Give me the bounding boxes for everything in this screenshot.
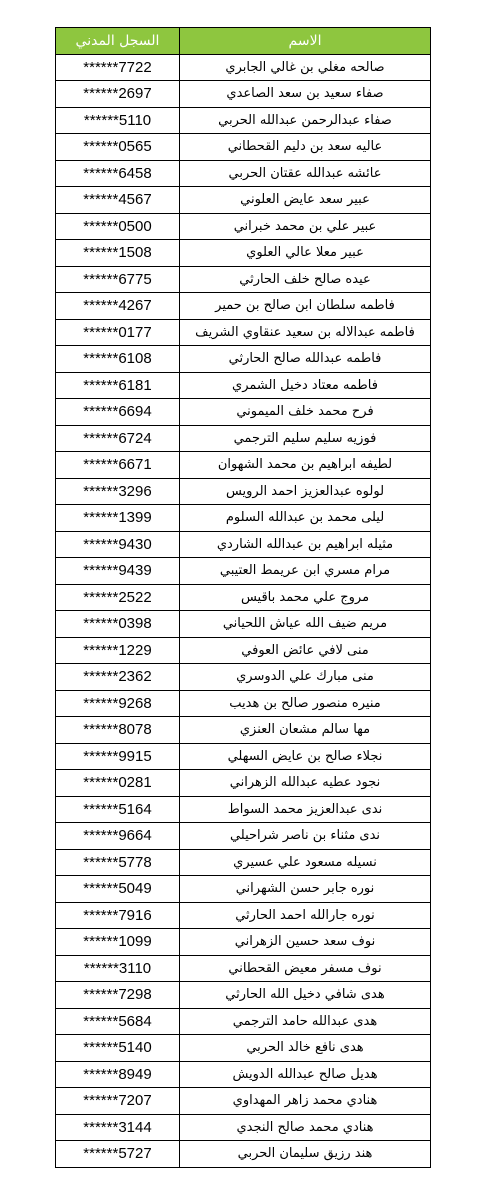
civil-id-cell: ******1229	[56, 637, 180, 664]
name-cell: لولوه عبدالعزيز احمد الرويس	[180, 478, 431, 505]
table-row	[56, 81, 431, 108]
table-row	[56, 584, 431, 611]
table-row	[56, 1114, 431, 1141]
name-cell: هدى عبدالله حامد الترجمي	[180, 1008, 431, 1035]
table-row	[56, 293, 431, 320]
table-row	[56, 743, 431, 770]
table-row	[56, 717, 431, 744]
name-cell: منى لافي عائض العوفي	[180, 637, 431, 664]
table-row	[56, 770, 431, 797]
civil-id-cell: ******4267	[56, 293, 180, 320]
table-row	[56, 902, 431, 929]
table-row	[56, 531, 431, 558]
name-cell: فاطمه معتاد دخيل الشمري	[180, 372, 431, 399]
table-row	[56, 876, 431, 903]
table-row	[56, 134, 431, 161]
name-cell: عبير معلا عالي العلوي	[180, 240, 431, 267]
name-cell: صفاء سعيد بن سعد الصاعدي	[180, 81, 431, 108]
table-row	[56, 1008, 431, 1035]
table-row	[56, 266, 431, 293]
table-row	[56, 425, 431, 452]
civil-id-cell: ******1508	[56, 240, 180, 267]
name-cell: عبير سعد عايض العلوني	[180, 187, 431, 214]
name-cell: فاطمه سلطان ابن صالح بن حمير	[180, 293, 431, 320]
name-cell: مريم ضيف الله عياش اللحياني	[180, 611, 431, 638]
records-table	[55, 27, 431, 1168]
civil-id-cell: ******0177	[56, 319, 180, 346]
name-cell: لطيفه ابراهيم بن محمد الشهوان	[180, 452, 431, 479]
civil-id-cell: ******9664	[56, 823, 180, 850]
table-row	[56, 929, 431, 956]
name-cell: هند رزيق سليمان الحربي	[180, 1141, 431, 1168]
name-cell: مروج علي محمد باقيس	[180, 584, 431, 611]
civil-id-cell: ******6694	[56, 399, 180, 426]
table-row	[56, 637, 431, 664]
civil-id-cell: ******9439	[56, 558, 180, 585]
name-cell: عبير علي بن محمد خبراني	[180, 213, 431, 240]
records-sheet	[55, 27, 430, 1168]
name-cell: فاطمه عبدالله صالح الحارثي	[180, 346, 431, 373]
civil-id-cell: ******7298	[56, 982, 180, 1009]
table-row	[56, 690, 431, 717]
table-row	[56, 372, 431, 399]
table-row	[56, 240, 431, 267]
table-row	[56, 1088, 431, 1115]
table-row	[56, 664, 431, 691]
name-cell: عائشه عبدالله عقتان الحربي	[180, 160, 431, 187]
name-cell: مرام مسري ابن عريمط العتيبي	[180, 558, 431, 585]
civil-id-cell: ******2522	[56, 584, 180, 611]
civil-id-cell: ******9430	[56, 531, 180, 558]
name-cell: منى مبارك علي الدوسري	[180, 664, 431, 691]
table-row	[56, 796, 431, 823]
table-row	[56, 1061, 431, 1088]
name-cell: هنادي محمد زاهر المهداوي	[180, 1088, 431, 1115]
table-row	[56, 955, 431, 982]
table-row	[56, 452, 431, 479]
civil-id-cell: ******0398	[56, 611, 180, 638]
civil-id-cell: ******5164	[56, 796, 180, 823]
civil-id-cell: ******1099	[56, 929, 180, 956]
civil-id-cell: ******5140	[56, 1035, 180, 1062]
table-row	[56, 399, 431, 426]
table-row	[56, 478, 431, 505]
name-cell: هنادي محمد صالح النجدي	[180, 1114, 431, 1141]
civil-id-cell: ******7916	[56, 902, 180, 929]
table-row	[56, 319, 431, 346]
civil-id-cell: ******0500	[56, 213, 180, 240]
name-cell: عيده صالح خلف الحارثي	[180, 266, 431, 293]
civil-id-cell: ******1399	[56, 505, 180, 532]
civil-id-cell: ******6671	[56, 452, 180, 479]
name-cell: هدى نافع خالد الحربي	[180, 1035, 431, 1062]
table-row	[56, 107, 431, 134]
civil-id-cell: ******9268	[56, 690, 180, 717]
civil-id-cell: ******3110	[56, 955, 180, 982]
civil-id-cell: ******5049	[56, 876, 180, 903]
table-row	[56, 505, 431, 532]
name-cell: ليلى محمد بن عبدالله السلوم	[180, 505, 431, 532]
name-cell: نجلاء صالح بن عايض السهلي	[180, 743, 431, 770]
civil-id-cell: ******6458	[56, 160, 180, 187]
civil-id-cell: ******0281	[56, 770, 180, 797]
table-row	[56, 558, 431, 585]
name-cell: نوره جابر حسن الشهراني	[180, 876, 431, 903]
name-cell: فرح محمد خلف الميموني	[180, 399, 431, 426]
name-cell: نوف مسفر معيض القحطاني	[180, 955, 431, 982]
civil-id-cell: ******3144	[56, 1114, 180, 1141]
table-row	[56, 611, 431, 638]
table-row	[56, 160, 431, 187]
civil-id-cell: ******6775	[56, 266, 180, 293]
civil-id-cell: ******2697	[56, 81, 180, 108]
name-cell: نجود عطيه عبدالله الزهراني	[180, 770, 431, 797]
name-cell: مثيله ابراهيم بن عبدالله الشاردي	[180, 531, 431, 558]
table-row	[56, 187, 431, 214]
column-header-civil-id: السجل المدني	[56, 28, 180, 55]
column-header-name: الاسم	[180, 28, 431, 55]
name-cell: هديل صالح عبدالله الدويش	[180, 1061, 431, 1088]
name-cell: مها سالم مشعان العنزي	[180, 717, 431, 744]
civil-id-cell: ******8078	[56, 717, 180, 744]
civil-id-cell: ******0565	[56, 134, 180, 161]
table-row	[56, 54, 431, 81]
civil-id-cell: ******5727	[56, 1141, 180, 1168]
name-cell: ندى عبدالعزيز محمد السواط	[180, 796, 431, 823]
civil-id-cell: ******6181	[56, 372, 180, 399]
table-row	[56, 823, 431, 850]
civil-id-cell: ******7722	[56, 54, 180, 81]
table-row	[56, 213, 431, 240]
civil-id-cell: ******5684	[56, 1008, 180, 1035]
table-row	[56, 1141, 431, 1168]
civil-id-cell: ******7207	[56, 1088, 180, 1115]
table-row	[56, 982, 431, 1009]
name-cell: هدى شافي دخيل الله الحارثي	[180, 982, 431, 1009]
table-row	[56, 346, 431, 373]
civil-id-cell: ******6108	[56, 346, 180, 373]
civil-id-cell: ******4567	[56, 187, 180, 214]
civil-id-cell: ******2362	[56, 664, 180, 691]
civil-id-cell: ******3296	[56, 478, 180, 505]
civil-id-cell: ******9915	[56, 743, 180, 770]
name-cell: فاطمه عبدالاله بن سعيد عنقاوي الشريف	[180, 319, 431, 346]
table-row	[56, 1035, 431, 1062]
name-cell: ندى مثناء بن ناصر شراحيلي	[180, 823, 431, 850]
civil-id-cell: ******6724	[56, 425, 180, 452]
name-cell: صالحه مغلي بن غالي الجابري	[180, 54, 431, 81]
name-cell: عاليه سعد بن دليم القحطاني	[180, 134, 431, 161]
table-header-row	[56, 28, 431, 55]
name-cell: فوزيه سليم سليم الترجمي	[180, 425, 431, 452]
civil-id-cell: ******5778	[56, 849, 180, 876]
table-row	[56, 849, 431, 876]
civil-id-cell: ******8949	[56, 1061, 180, 1088]
name-cell: نسيله مسعود علي عسيري	[180, 849, 431, 876]
name-cell: منيره منصور صالح بن هديب	[180, 690, 431, 717]
name-cell: نوف سعد حسين الزهراني	[180, 929, 431, 956]
table-body	[56, 54, 431, 1167]
civil-id-cell: ******5110	[56, 107, 180, 134]
name-cell: صفاء عبدالرحمن عبدالله الحربي	[180, 107, 431, 134]
name-cell: نوره جارالله احمد الحارثي	[180, 902, 431, 929]
